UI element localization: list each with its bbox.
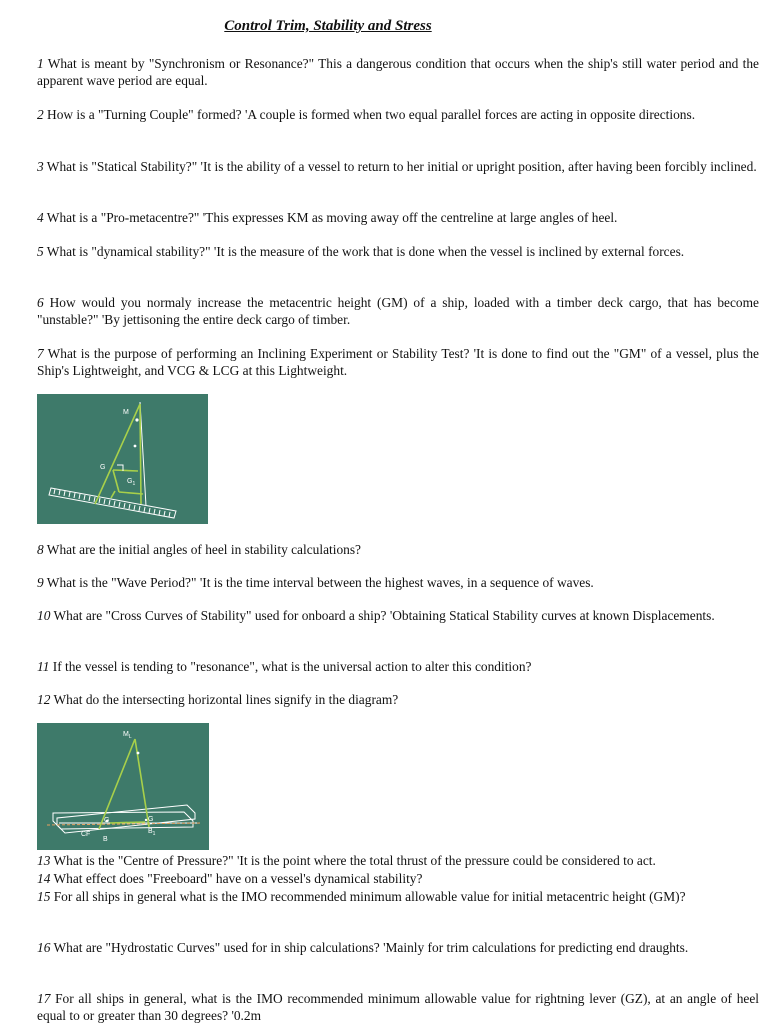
question-text: What are the initial angles of heel in stability calculations? xyxy=(43,542,362,557)
inclined-scale xyxy=(49,488,176,518)
question-text: What effect does "Freeboard" have on a vessel's dynamical stability? xyxy=(50,871,423,886)
question-number: 11 xyxy=(37,659,50,674)
point-marker xyxy=(134,445,137,448)
question-text: What is a "Pro-metacentre?" 'This expresses KM as moving away off the centreline at large angles of heel. xyxy=(43,210,618,225)
question-text: How would you normaly increase the metacentric height (GM) of a ship, loaded with a timber deck cargo, that has become "unstable?" 'By jettisoning the entire deck cargo of timber. xyxy=(37,295,759,328)
question-6 xyxy=(37,294,759,329)
question-text: What are "Cross Curves of Stability" used for onboard a ship? 'Obtaining Statical Stability curves at known Displacements. xyxy=(50,608,715,623)
question-13 xyxy=(37,852,759,869)
label-g-right: G xyxy=(148,816,154,823)
label-cf: CF xyxy=(81,831,91,838)
question-number: 9 xyxy=(37,575,44,590)
question-4 xyxy=(37,209,759,226)
question-8 xyxy=(37,541,759,558)
question-number: 1 xyxy=(37,56,44,71)
question-number: 13 xyxy=(37,853,51,868)
question-number: 7 xyxy=(37,346,44,361)
question-16 xyxy=(37,939,759,956)
document-title: Control Trim, Stability and Stress xyxy=(224,18,432,34)
longitudinal-stability-diagram xyxy=(37,723,209,850)
question-number: 5 xyxy=(37,244,44,259)
question-text: What do the intersecting horizontal lines signify in the diagram? xyxy=(50,692,399,707)
question-number: 6 xyxy=(37,295,44,310)
question-14 xyxy=(37,870,759,887)
question-text: What is "dynamical stability?" 'It is the measure of the work that is done when the vessel is inclined by external forces. xyxy=(43,244,685,259)
question-text: What is "Statical Stability?" 'It is the ability of a vessel to return to her initial or upright position, after having been forcibly inclined. xyxy=(43,159,757,174)
label-g: G xyxy=(100,464,106,471)
question-9 xyxy=(37,574,759,591)
question-number: 8 xyxy=(37,542,44,557)
inclining-experiment-diagram xyxy=(37,394,208,524)
label-g1: $G_1$ xyxy=(127,478,136,487)
question-5 xyxy=(37,243,759,260)
question-3 xyxy=(37,158,759,175)
question-2 xyxy=(37,106,759,123)
question-1 xyxy=(37,55,759,90)
question-text: What is the purpose of performing an Inclining Experiment or Stability Test? 'It is done to find out the "GM" of a vessel, plus the Ship's Lightweight, and VCG & LCG at this Lightweight. xyxy=(37,346,759,379)
label-b1: $B_1$ xyxy=(148,828,156,837)
question-text: What is the "Wave Period?" 'It is the time interval between the highest waves, in a sequence of waves. xyxy=(43,575,594,590)
question-text: For all ships in general what is the IMO recommended minimum allowable value for initial metacentric height (GM)? xyxy=(50,889,686,904)
question-number: 16 xyxy=(37,940,51,955)
question-number: 12 xyxy=(37,692,51,707)
question-10 xyxy=(37,607,759,624)
question-number: 3 xyxy=(37,159,44,174)
label-m: M xyxy=(123,409,129,416)
point-marker xyxy=(135,418,138,421)
label-b: B xyxy=(103,836,108,843)
question-17 xyxy=(37,990,759,1025)
question-7 xyxy=(37,345,759,380)
question-number: 10 xyxy=(37,608,51,623)
question-text: What is meant by "Synchronism or Resonance?" This a dangerous condition that occurs when the ship's still water period and the apparent wave period are equal. xyxy=(37,56,759,89)
label-ml: $M_L$ xyxy=(123,731,132,740)
question-number: 15 xyxy=(37,889,51,904)
question-text: What are "Hydrostatic Curves" used for in ship calculations? 'Mainly for trim calculations for predicting end draughts. xyxy=(50,940,689,955)
question-15 xyxy=(37,888,759,905)
hull-outlines xyxy=(53,805,197,833)
question-12 xyxy=(37,691,759,708)
question-number: 17 xyxy=(37,991,51,1006)
question-number: 2 xyxy=(37,107,44,122)
question-text: How is a "Turning Couple" formed? 'A couple is formed when two equal parallel forces are acting in opposite directions. xyxy=(43,107,696,122)
question-11 xyxy=(37,658,759,675)
question-text: If the vessel is tending to "resonance", what is the universal action to alter this condition? xyxy=(49,659,532,674)
point-marker xyxy=(145,819,147,821)
question-number: 4 xyxy=(37,210,44,225)
question-text: What is the "Centre of Pressure?" 'It is the point where the total thrust of the pressure could be considered to act. xyxy=(50,853,656,868)
longitudinal-lines xyxy=(99,739,149,829)
question-text: For all ships in general, what is the IMO recommended minimum allowable value for rightning lever (GZ), at an angle of heel equal to or greater than 30 degrees? '0.2m xyxy=(37,991,759,1024)
point-marker xyxy=(137,752,140,755)
label-g-left: G xyxy=(104,817,110,824)
question-number: 14 xyxy=(37,871,51,886)
